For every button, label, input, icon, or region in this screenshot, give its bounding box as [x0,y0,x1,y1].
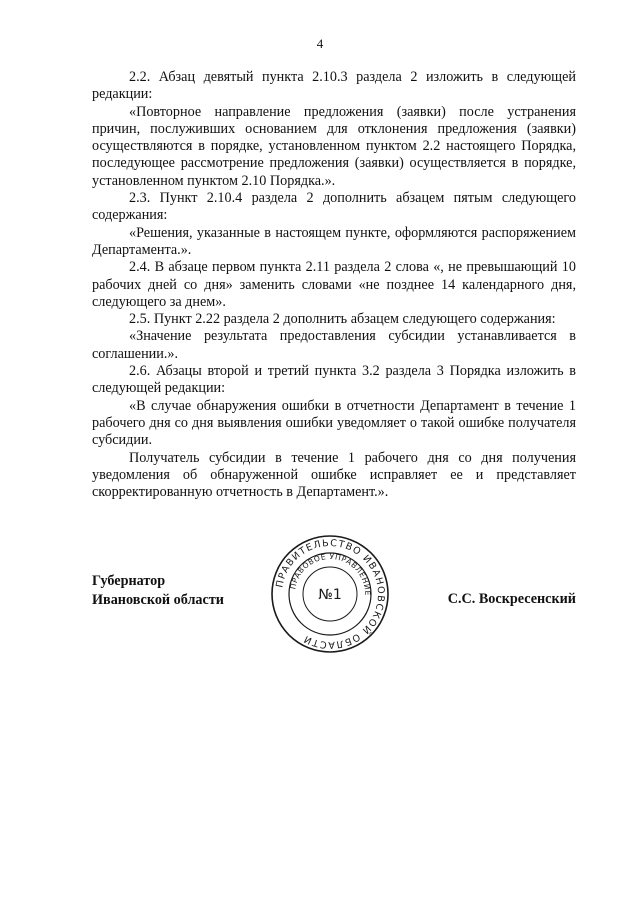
paragraph-2-6-quote-2: Получатель субсидии в течение 1 рабочего дня со дня получения уведомления об обнаруженной ошибке исправляет ее и представляет скорректированную отчетность в Департамент.». [92,449,576,501]
seal-inner-textpath: ПРАВОВОЕ УПРАВЛЕНИЕ [288,551,373,597]
signatory-title [92,572,224,610]
paragraph-2-5: 2.5. Пункт 2.22 раздела 2 дополнить абзацем следующего содержания: [129,311,556,328]
document-body [92,69,576,501]
paragraph-2-6: 2.6. Абзацы второй и третий пункта 3.2 раздела 3 Порядка изложить в следующей редакции: [92,363,576,397]
paragraph-2-3: 2.3. Пункт 2.10.4 раздела 2 дополнить абзацем пятым следующего содержания: [92,190,576,224]
paragraph-2-4: 2.4. В абзаце первом пункта 2.11 раздела 2 слова «, не превышающий 10 рабочих дней со дня» заменить словами «не позднее 14 календарного дня, следующего за днем». [92,259,576,310]
seal-number: №1 [318,587,342,603]
signatory-title-line-1: Губернатор [92,573,166,589]
signatory-name: С.С. Воскресенский [447,591,576,607]
paragraph-2-2: 2.2. Абзац девятый пункта 2.10.3 раздела 2 изложить в следующей редакции: [92,69,576,103]
official-seal-stamp [270,534,390,654]
paragraph-2-3-quote: «Решения, указанные в настоящем пункте, оформляются распоряжением Департамента.». [92,224,576,258]
paragraph-2-6-quote-1: «В случае обнаружения ошибки в отчетности Департамент в течение 1 рабочего дня со дня выявления ошибки уведомляет о такой ошибке получателя субсидии. [92,397,576,449]
page-number: 4 [316,36,324,51]
paragraph-2-5-quote: «Значение результата предоставления субсидии устанавливается в соглашении.». [92,328,576,362]
seal-outer-textpath: ПРАВИТЕЛЬСТВО ИВАНОВСКОЙ ОБЛАСТИ [274,537,387,651]
signatory-title-line-2: Ивановской области [92,592,224,608]
paragraph-2-2-quote: «Повторное направление предложения (заявки) после устранения причин, послуживших основанием для отклонения предложения (заявки) осуществляются в порядке, установленном пунктом 2.2 настоящего Порядка, последующее рассмотрение предложения (заявки) осуществляется в порядке, установленном пунктом 2.10 Порядка.». [92,103,576,189]
